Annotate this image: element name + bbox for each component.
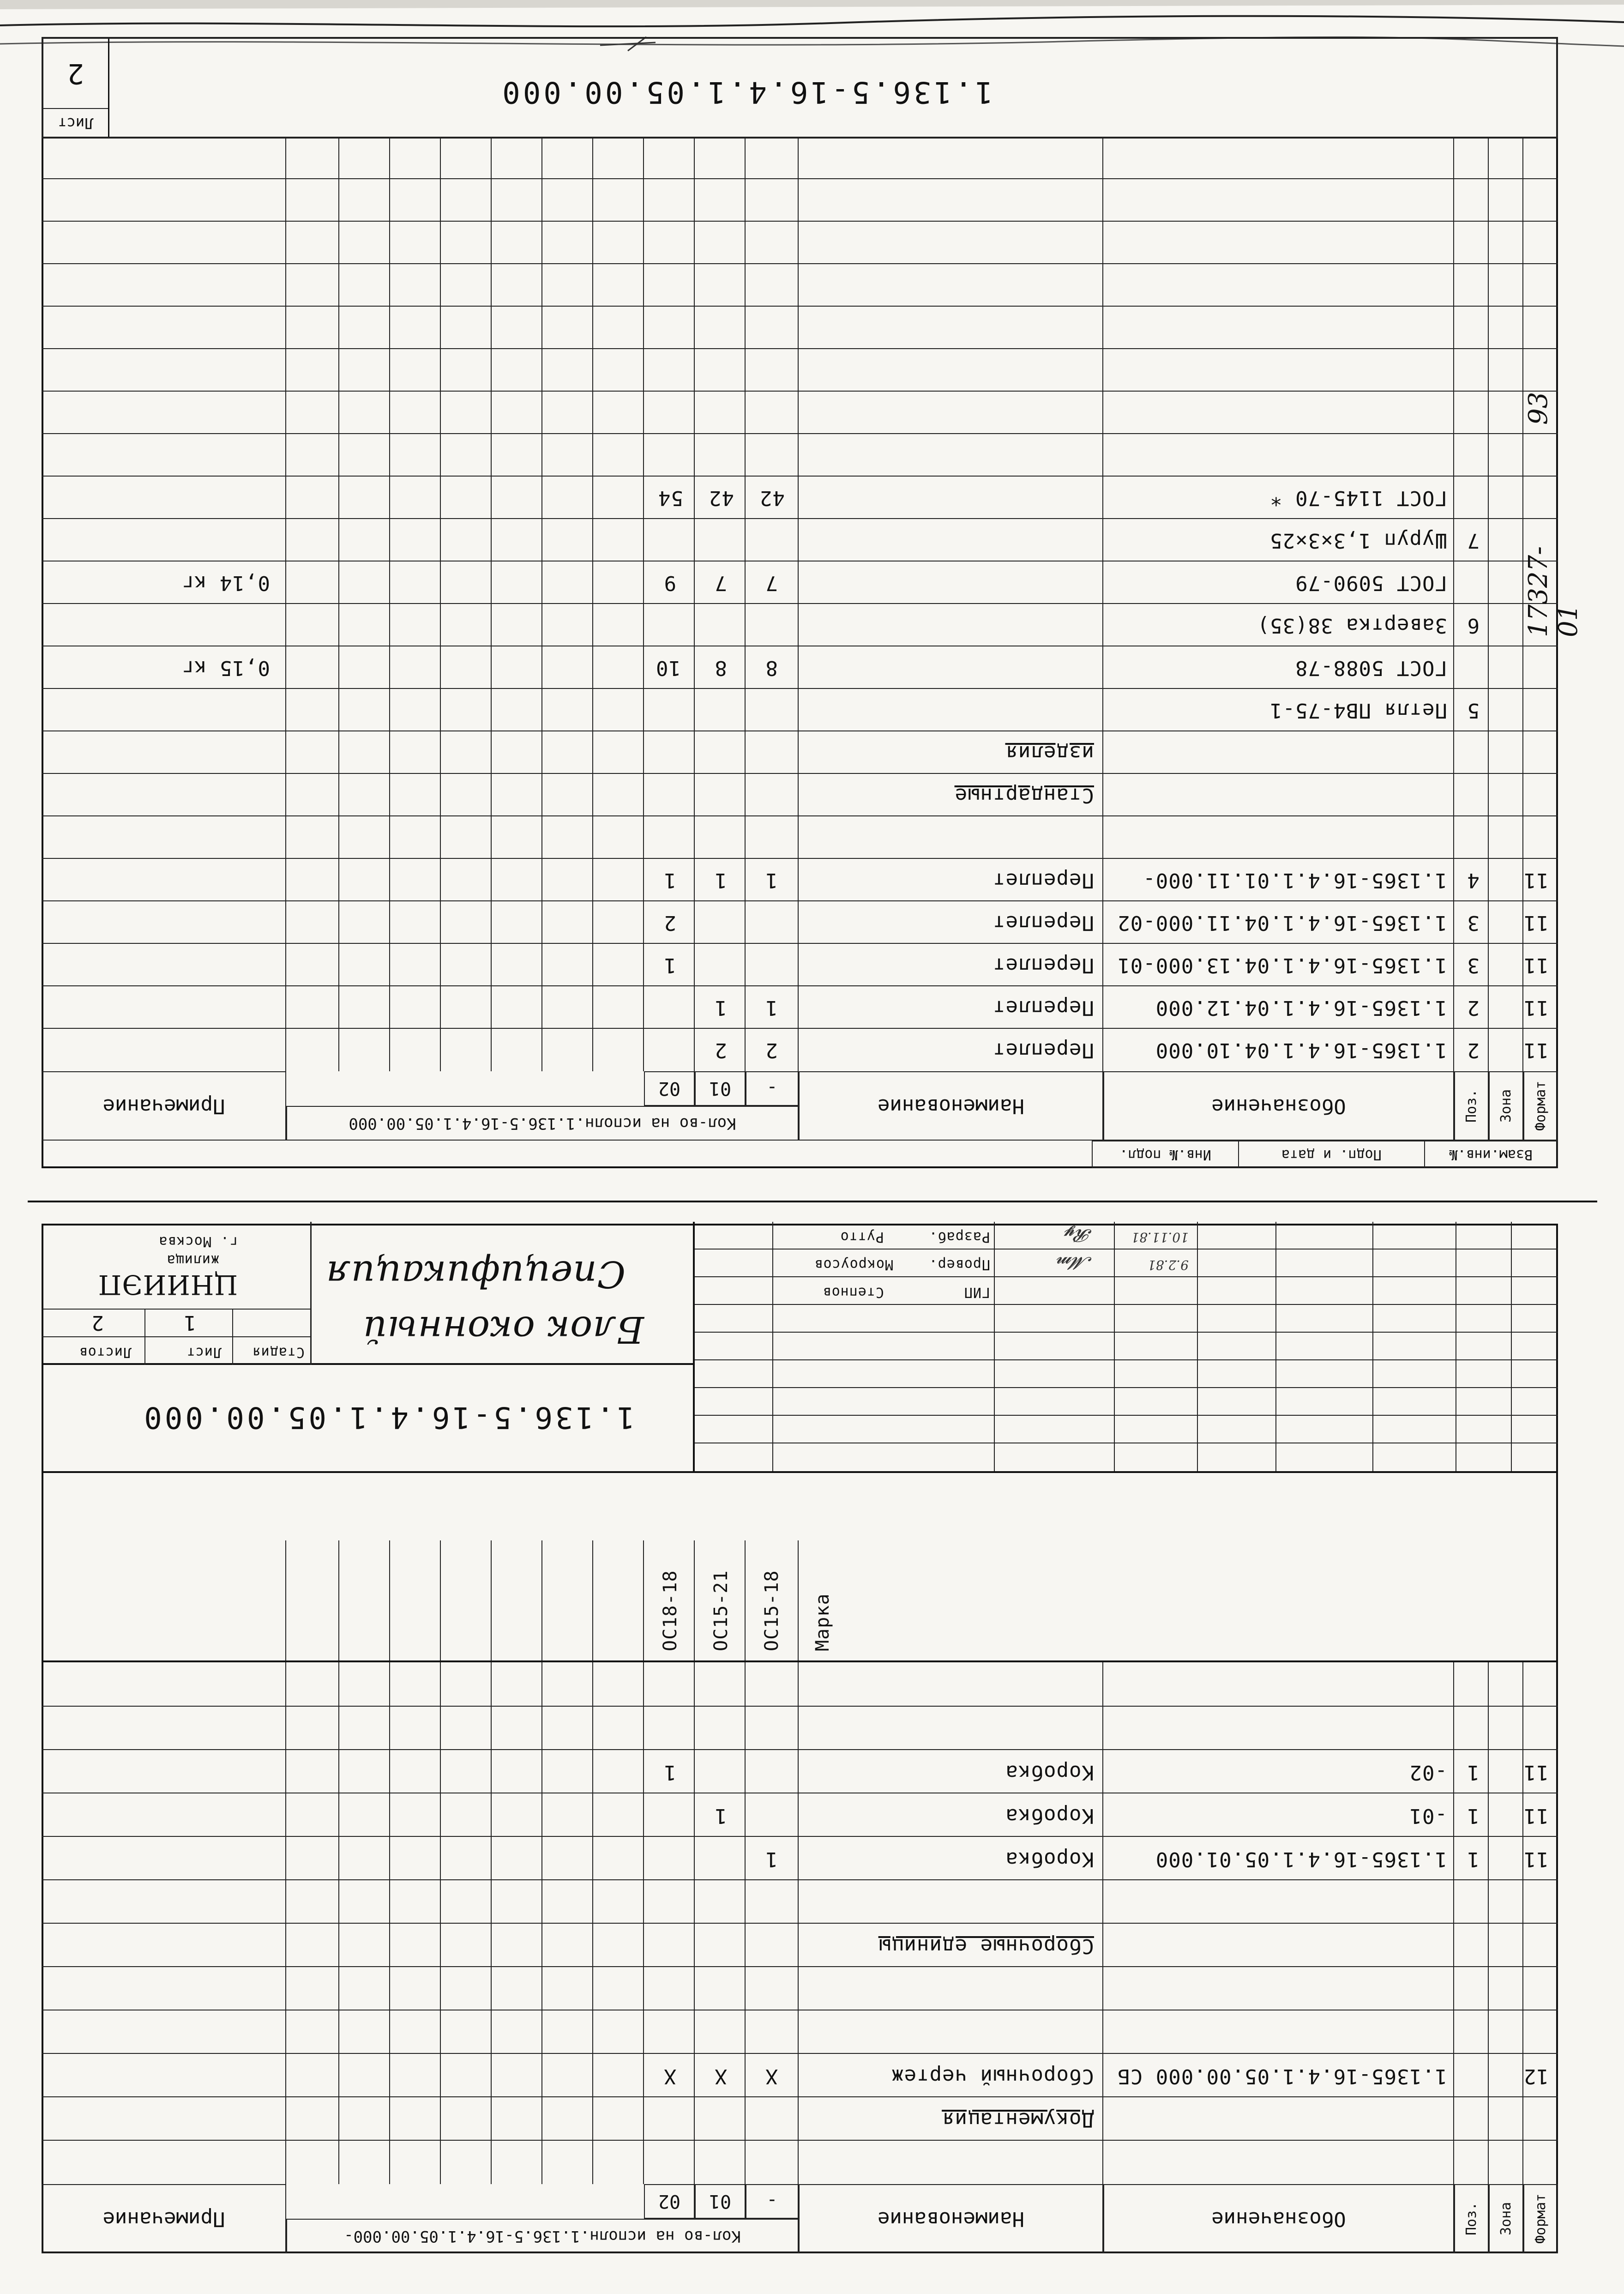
sheet-value: 1	[183, 1311, 196, 1334]
title-name-line1: Блок оконный	[362, 1308, 644, 1351]
title-code: 1.136.5-16.4.1.05.00.000	[141, 1400, 635, 1434]
col-format: Формат	[1523, 1071, 1558, 1141]
col-note: Примечание	[42, 2184, 286, 2253]
row-qty-c: 1	[663, 1761, 676, 1784]
role-label: ГИП	[963, 1284, 990, 1300]
std-qty-a: 42	[759, 486, 785, 510]
section-standard-1: Стандартные	[954, 784, 1094, 807]
row-name: Переплет	[992, 911, 1094, 935]
std-qty-b: 8	[714, 656, 727, 680]
row-format: 11	[1523, 911, 1549, 935]
role-person: Степнов	[822, 1284, 884, 1300]
row-pos: 2	[1467, 996, 1480, 1020]
row-designation: 1.1365-16.4.1.04.11.000-02	[1117, 911, 1447, 935]
signature-checker: 𝓜𝓶	[1056, 1253, 1092, 1274]
row-qty-c: 1	[663, 954, 676, 977]
row-pos: 3	[1467, 954, 1480, 977]
role-person: Рутто	[840, 1229, 884, 1245]
row-format: 11	[1523, 1804, 1549, 1828]
row-format: 11	[1523, 1038, 1549, 1062]
row-name: Коробка	[1005, 1847, 1094, 1871]
row-designation: 1.1365-16.4.1.04.10.000	[1155, 1038, 1447, 1062]
col-qty-title: Кол-во на исполн.1.136.5-16.4.1.05.00.000-	[286, 2219, 799, 2253]
col-zone: Зона	[1489, 1071, 1523, 1141]
row-qty-a: X	[765, 2065, 778, 2088]
role-person: Мокроусов	[814, 1256, 893, 1273]
std-name: Петля ПВ4-75-1	[1269, 699, 1447, 722]
col-pos: Поз.	[1454, 2184, 1489, 2253]
sheet-2-grid	[42, 139, 1558, 1071]
side-strip	[1092, 1141, 1558, 1168]
col-zone: Зона	[1489, 2184, 1523, 2253]
side-inv-orig: Инв.№ подл.	[1119, 1146, 1211, 1163]
role-label: Разраб.	[928, 1229, 990, 1245]
org-line1: ЦНИИЭП	[97, 1269, 238, 1300]
row-pos: 2	[1467, 1038, 1480, 1062]
side-inv-replace: Взам.инв.№	[1424, 1141, 1557, 1167]
row-qty-a: 1	[765, 1847, 778, 1871]
sheet-2-sheet-label: Лист	[43, 108, 108, 137]
side-sign-date: Подп. и дата	[1238, 1141, 1424, 1167]
row-format: 11	[1523, 1847, 1549, 1871]
row-qty-b: 1	[714, 996, 727, 1020]
sheet-2-title-strip	[42, 37, 1558, 139]
std-pos: 5	[1467, 699, 1480, 722]
col-qty-a: -	[746, 1071, 799, 1106]
sheets-value: 2	[91, 1311, 104, 1334]
row-qty-b: X	[714, 2065, 727, 2088]
section-assembly-units: Сборочные единицы	[878, 1934, 1094, 1958]
col-designation: Обозначение	[1103, 1071, 1454, 1141]
row-designation: 1.1365-16.4.1.04.12.000	[1155, 996, 1447, 1020]
std-qty-c: 54	[658, 486, 683, 510]
marks-header: Марка	[812, 1593, 833, 1651]
row-designation: -01	[1409, 1804, 1447, 1828]
col-qty-b: 01	[695, 1071, 746, 1106]
std-pos: 6	[1467, 614, 1480, 637]
row-format: 12	[1523, 2065, 1549, 2088]
sheet-2-sheet-number: 2	[67, 57, 84, 90]
std-name: ГОСТ 1145-70 *	[1269, 486, 1447, 510]
col-note: Примечание	[42, 1071, 286, 1141]
specification-sheet-2	[42, 37, 1558, 1168]
col-qty-b: 01	[695, 2184, 746, 2219]
std-note: 0,14 кг	[181, 571, 270, 595]
section-standard-2: изделия	[1005, 741, 1094, 765]
stage-label: Стадия	[252, 1344, 305, 1360]
row-designation: 1.1365-16.4.1.05.00.000 СБ	[1117, 2065, 1447, 2088]
title-name-line2: Спецификация	[325, 1253, 626, 1296]
mark-item: ОС15-18	[761, 1570, 782, 1651]
signature-developer: 𝓡𝔂	[1064, 1225, 1092, 1246]
std-qty-a: 8	[765, 656, 778, 680]
row-name: Коробка	[1005, 1761, 1094, 1784]
row-qty-b: 1	[714, 1804, 727, 1828]
row-qty-b: 1	[714, 869, 727, 892]
col-pos: Поз.	[1454, 1071, 1489, 1141]
row-pos: 3	[1467, 911, 1480, 935]
row-qty-b: 2	[714, 1038, 727, 1062]
std-pos: 7	[1467, 529, 1480, 552]
section-documentation: Документация	[942, 2108, 1094, 2131]
row-qty-c: 2	[663, 911, 676, 935]
row-qty-c: X	[663, 2065, 676, 2088]
archive-number: 17327-01	[1523, 546, 1583, 637]
fold-line	[28, 1201, 1597, 1202]
row-name: Переплет	[992, 869, 1094, 892]
col-qty-a: -	[746, 2184, 799, 2219]
sheet-2-code: 1.136.5-16.4.1.05.00.000	[499, 75, 993, 109]
row-pos: 4	[1467, 869, 1480, 892]
std-qty-b: 7	[714, 571, 727, 595]
row-format: 11	[1523, 1761, 1549, 1784]
row-name: Переплет	[992, 996, 1094, 1020]
row-qty-c: 1	[663, 869, 676, 892]
std-qty-c: 10	[656, 656, 681, 680]
std-qty-c: 9	[663, 571, 676, 595]
sheets-label: Листов	[78, 1344, 132, 1360]
sheet-1-grid	[42, 1662, 1558, 2184]
std-name: ГОСТ 5090-79	[1295, 571, 1447, 595]
col-name: Наименование	[799, 2184, 1103, 2253]
std-qty-b: 42	[709, 486, 734, 510]
col-format: Формат	[1523, 2184, 1558, 2253]
row-designation: 1.1365-16.4.1.01.11.000-	[1143, 869, 1447, 892]
std-name: Шуруп 1,3×3×25	[1269, 529, 1447, 552]
row-pos: 1	[1467, 1804, 1480, 1828]
row-pos: 1	[1467, 1761, 1480, 1784]
row-name: Коробка	[1005, 1804, 1094, 1828]
mark-item: ОС18-18	[660, 1570, 681, 1651]
std-name: Завертка 38(35)	[1257, 614, 1447, 637]
row-qty-a: 2	[765, 1038, 778, 1062]
col-qty-title: Кол-во на исполн.1.136.5-16.4.1.05.00.000	[286, 1106, 799, 1141]
date-checked: 9.2.81	[1147, 1257, 1189, 1273]
sheet-2-sheet-box	[43, 37, 109, 137]
archive-page: 93	[1523, 392, 1553, 425]
row-format: 11	[1523, 954, 1549, 977]
row-name: Переплет	[992, 954, 1094, 977]
row-pos: 1	[1467, 1847, 1480, 1871]
row-qty-a: 1	[765, 996, 778, 1020]
col-qty-c: 02	[644, 1071, 695, 1106]
sheet-label: Лист	[186, 1344, 222, 1360]
org-line3: г. Москва	[158, 1233, 238, 1250]
mark-item: ОС15-21	[710, 1570, 732, 1651]
col-qty-c: 02	[644, 2184, 695, 2219]
title-block	[42, 1222, 1558, 1473]
std-note: 0,15 кг	[181, 656, 270, 680]
specification-sheet-1	[42, 1224, 1558, 2253]
row-format: 11	[1523, 869, 1549, 892]
row-designation: 1.1365-16.4.1.05.01.000	[1155, 1847, 1447, 1871]
row-name: Сборочный чертеж	[891, 2065, 1094, 2088]
std-qty-a: 7	[765, 571, 778, 595]
col-designation: Обозначение	[1103, 2184, 1454, 2253]
row-format: 11	[1523, 996, 1549, 1020]
row-name: Переплет	[992, 1038, 1094, 1062]
role-label: Провер.	[928, 1256, 990, 1273]
row-designation: 1.1365-16.4.1.04.13.000-01	[1117, 954, 1447, 977]
col-name: Наименование	[799, 1071, 1103, 1141]
std-name: ГОСТ 5088-78	[1295, 656, 1447, 680]
row-qty-a: 1	[765, 869, 778, 892]
row-designation: -02	[1409, 1761, 1447, 1784]
marks-row	[42, 1540, 1558, 1662]
org-line2: жилища	[166, 1252, 219, 1268]
date-developed: 10.11.81	[1131, 1230, 1189, 1245]
